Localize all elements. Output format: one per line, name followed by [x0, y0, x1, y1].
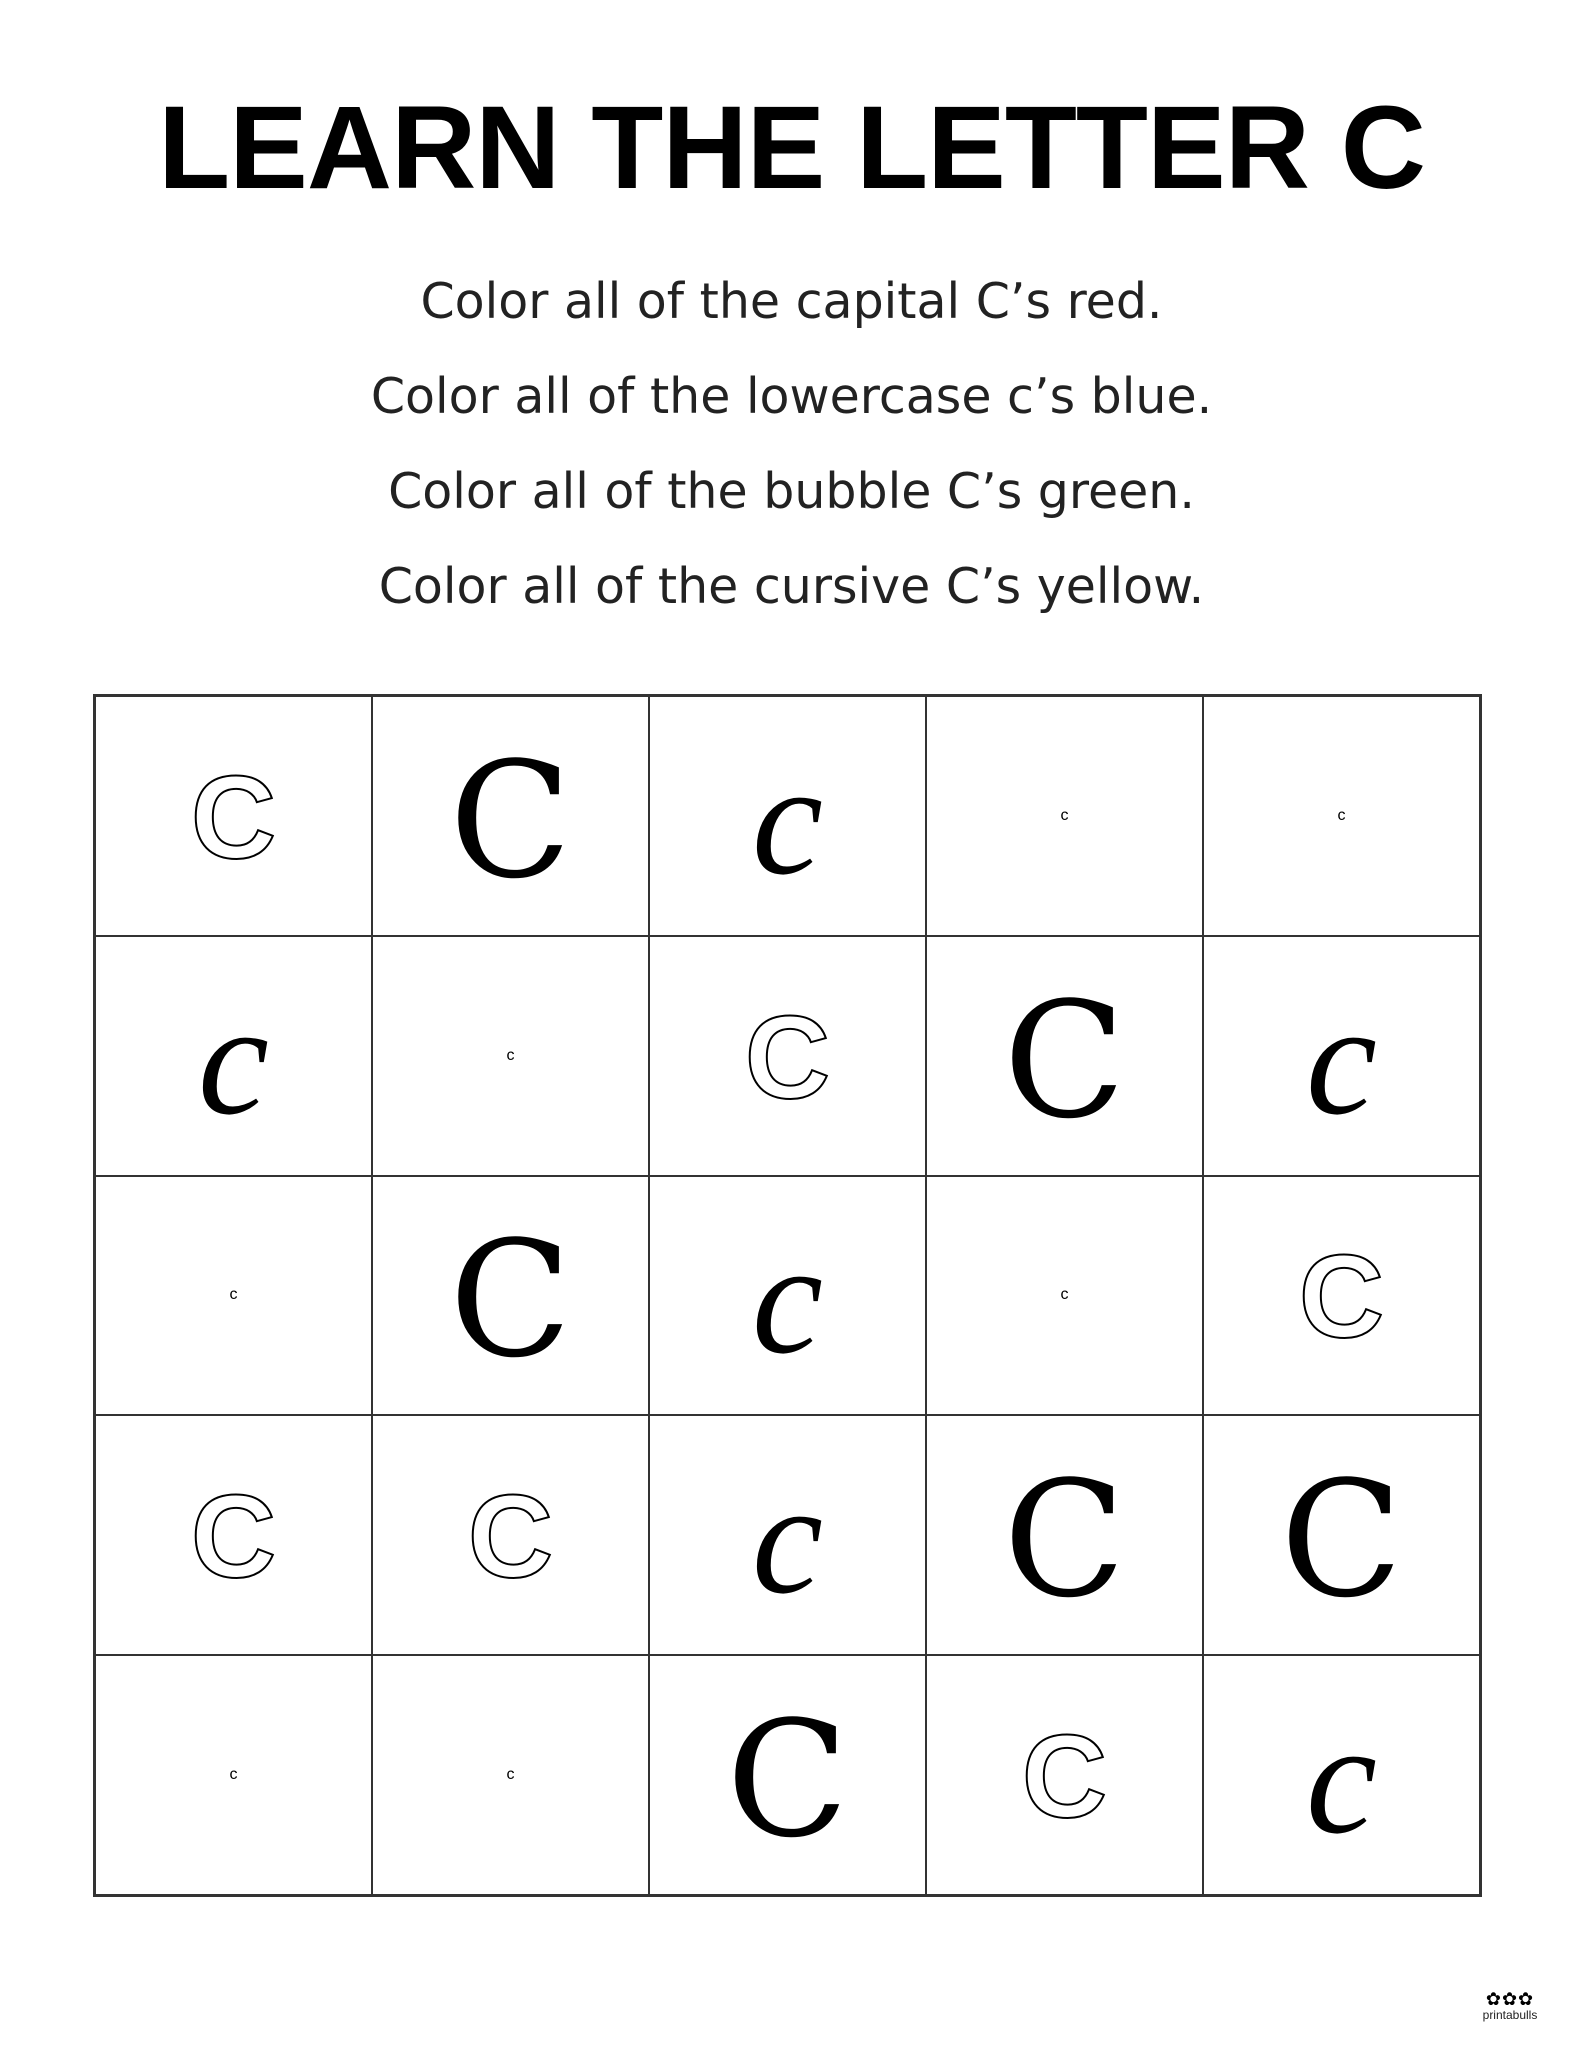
lowercase-letter-c: c: [1337, 806, 1346, 824]
capital-letter-c: C: [449, 726, 572, 914]
letter-cell[interactable]: [1203, 1415, 1480, 1655]
letter-cell[interactable]: [1203, 1176, 1480, 1416]
letter-cell[interactable]: [1203, 936, 1480, 1176]
letter-cell[interactable]: [1203, 696, 1480, 936]
letter-cell[interactable]: [926, 696, 1203, 936]
letter-cell[interactable]: [95, 1415, 372, 1655]
cursive-letter-c: c: [197, 969, 269, 1148]
instruction-lowercase-blue: Color all of the lowercase c’s blue.: [370, 368, 1213, 425]
cursive-letter-c: c: [751, 1449, 823, 1628]
bubble-letter-c: C: [467, 1471, 554, 1604]
letter-cell[interactable]: [649, 1176, 926, 1416]
capital-letter-c: C: [1003, 1446, 1126, 1634]
cursive-letter-c: c: [751, 729, 823, 908]
letter-cell[interactable]: [926, 936, 1203, 1176]
capital-letter-c: C: [726, 1686, 849, 1874]
cursive-letter-c: c: [1305, 1689, 1377, 1868]
letter-cell[interactable]: [926, 1415, 1203, 1655]
letter-cell[interactable]: [372, 1655, 649, 1895]
letter-cell[interactable]: [926, 1176, 1203, 1416]
bubble-letter-c: C: [1021, 1711, 1108, 1844]
letter-cell[interactable]: [372, 1415, 649, 1655]
letter-cell[interactable]: [649, 696, 926, 936]
bubble-letter-c: C: [190, 751, 277, 884]
instruction-capital-red: Color all of the capital C’s red.: [420, 273, 1163, 330]
bubble-letter-c: C: [1298, 1231, 1385, 1364]
page-title: LEARN THE LETTER C: [158, 82, 1425, 214]
instruction-bubble-green: Color all of the bubble C’s green.: [388, 463, 1195, 520]
cursive-letter-c: c: [1305, 969, 1377, 1148]
bubble-letter-c: C: [744, 991, 831, 1124]
lowercase-letter-c: c: [1060, 806, 1069, 824]
letter-cell[interactable]: [1203, 1655, 1480, 1895]
lowercase-letter-c: c: [506, 1046, 515, 1064]
capital-letter-c: C: [1280, 1446, 1403, 1634]
letter-cell[interactable]: [372, 1176, 649, 1416]
lowercase-letter-c: c: [506, 1766, 515, 1784]
letter-cell[interactable]: [372, 696, 649, 936]
letter-cell[interactable]: [649, 936, 926, 1176]
letter-cell[interactable]: [95, 1176, 372, 1416]
letter-grid: [93, 694, 1482, 1897]
capital-letter-c: C: [449, 1206, 572, 1394]
lowercase-letter-c: c: [229, 1286, 238, 1304]
letter-cell[interactable]: [95, 1655, 372, 1895]
letter-cell[interactable]: [926, 1655, 1203, 1895]
instructions-list: [0, 254, 1583, 634]
letter-cell[interactable]: [95, 936, 372, 1176]
instruction-cursive-yellow: Color all of the cursive C’s yellow.: [378, 558, 1205, 615]
lowercase-letter-c: c: [229, 1766, 238, 1784]
capital-letter-c: C: [1003, 966, 1126, 1154]
logo-text: printabulls: [1482, 2008, 1538, 2022]
printabulls-logo: [1470, 1989, 1550, 2022]
letter-cell[interactable]: [95, 696, 372, 936]
letter-cell[interactable]: [372, 936, 649, 1176]
letter-cell[interactable]: [649, 1655, 926, 1895]
letter-cell[interactable]: [649, 1415, 926, 1655]
lowercase-letter-c: c: [1060, 1286, 1069, 1304]
bulls-logo-icon: ✿✿✿: [1485, 1989, 1535, 2009]
bubble-letter-c: C: [190, 1471, 277, 1604]
cursive-letter-c: c: [751, 1209, 823, 1388]
